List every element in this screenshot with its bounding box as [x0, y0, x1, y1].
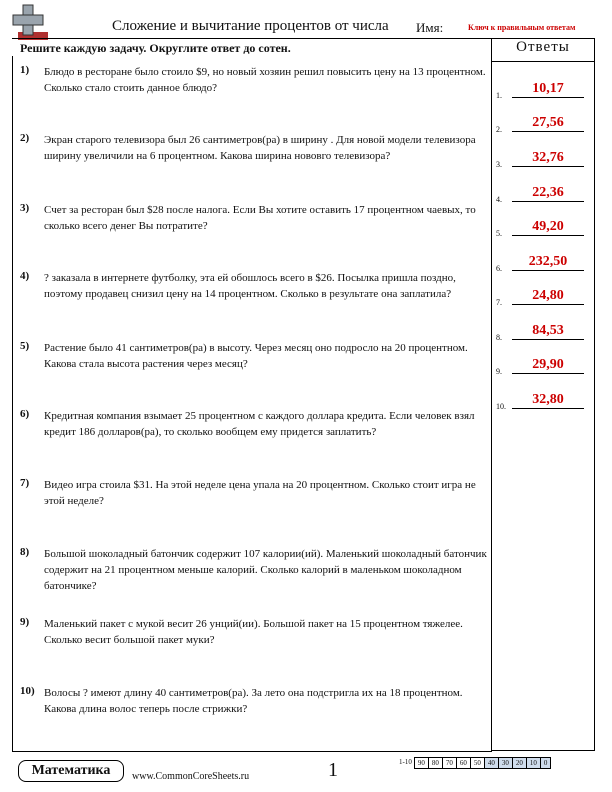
question-number: 8)	[20, 546, 30, 558]
question-text: Волосы ? имеют длину 40 сантиметров(ра). За лето она подстригла их на 18 процентном. Какова длина волос теперь после стрижки?	[44, 687, 463, 715]
question-text: Видео игра стоила $31. На этой неделе цена упала на 20 процентном. Сколько стоит игра не этой неделе?	[44, 479, 476, 507]
answer-value: 49,20	[532, 219, 564, 234]
answer-value: 32,76	[532, 150, 564, 165]
answer-underline	[512, 166, 584, 167]
answer-value: 32,80	[532, 392, 564, 407]
brand-badge: Математика	[18, 760, 124, 782]
answer-number: 6.	[496, 264, 502, 273]
question-number: 10)	[20, 685, 35, 697]
score-cell: 90	[414, 757, 429, 769]
answers-panel	[491, 38, 595, 751]
question-text: Растение было 41 сантиметров(ра) в высоту. Через месяц оно подросло на 20 процентном. Какова стала высота растения через месяц?	[44, 342, 468, 370]
answer-number: 7.	[496, 298, 502, 307]
question-text: Большой шоколадный батончик содержит 107 калории(ий). Маленький шоколадный батончик содержит на 21 процентном меньше калорий. Сколько калорий в маленьком шоколадном батончике?	[44, 548, 487, 592]
answer-number: 10.	[496, 402, 506, 411]
answer-row-5	[492, 210, 594, 240]
question-text: Маленький пакет с мукой весит 26 унций(ии). Большой пакет на 15 процентном тяжелее. Сколько весит большой пакет муки?	[44, 618, 463, 646]
name-label: Имя:	[416, 20, 444, 35]
answer-row-10	[492, 383, 594, 413]
question-number: 2)	[20, 132, 30, 144]
score-cell: 40	[484, 757, 499, 769]
score-cell: 60	[456, 757, 471, 769]
page-number: 1	[328, 759, 338, 781]
answer-row-3	[492, 141, 594, 171]
answer-number: 9.	[496, 367, 502, 376]
question-number: 9)	[20, 616, 30, 628]
question-text: Счет за ресторан был $28 после налога. Если Вы хотите оставить 17 процентном чаевых, то сколько всего денег Вы потратите?	[44, 204, 476, 232]
answer-row-2	[492, 106, 594, 136]
answer-underline	[512, 131, 584, 132]
answers-header: Ответы	[516, 39, 570, 55]
score-cell: 0	[540, 757, 552, 769]
answer-number: 5.	[496, 229, 502, 238]
answer-value: 27,56	[532, 115, 564, 130]
score-cell: 20	[512, 757, 527, 769]
answer-underline	[512, 339, 584, 340]
question-text: Экран старого телевизора был 26 сантиметров(ра) в ширину . Для новой модели телевизора ширину увеличили на 6 процентном. Какова ширина нововго телевизора?	[44, 134, 476, 162]
score-cell: 80	[428, 757, 443, 769]
answer-value: 22,36	[532, 185, 564, 200]
answer-value: 24,80	[532, 288, 564, 303]
score-cell: 30	[498, 757, 513, 769]
answer-value: 232,50	[528, 254, 568, 269]
answer-underline	[512, 373, 584, 374]
question-text: Блюдо в ресторане было стоило $9, но новый хозяин решил повысить цену на 13 процентном. Сколько стало стоить данное блюдо?	[44, 66, 486, 94]
answer-underline	[512, 408, 584, 409]
question-number: 1)	[20, 64, 30, 76]
answer-row-4	[492, 176, 594, 206]
answer-row-7	[492, 279, 594, 309]
score-cell: 70	[442, 757, 457, 769]
answers-header-divider	[492, 61, 594, 62]
score-cell: 50	[470, 757, 485, 769]
score-table	[396, 757, 551, 769]
answer-row-8	[492, 314, 594, 344]
header-divider	[12, 38, 491, 39]
answer-row-1	[492, 72, 594, 102]
answer-value: 84,53	[532, 323, 564, 338]
question-number: 7)	[20, 477, 30, 489]
answer-row-9	[492, 348, 594, 378]
answer-underline	[512, 201, 584, 202]
answer-number: 8.	[496, 333, 502, 342]
answer-number: 4.	[496, 195, 502, 204]
answer-underline	[512, 270, 584, 271]
footer-url: www.CommonCoreSheets.ru	[132, 771, 250, 782]
question-number: 3)	[20, 202, 30, 214]
question-text: Кредитная компания взымает 25 процентном с каждого доллара кредита. Если человек взял кредит 186 долларов(ра), то сколько вообщем ему придется заплатить?	[44, 410, 475, 438]
score-range-label: 1-10	[399, 758, 412, 766]
question-text: ? заказала в интернете футболку, эта ей обошлось всего в $26. Посылка пришла поздно, поэтому продавец снизил цену на 14 процентном. Сколько в результате она заплатила?	[44, 272, 456, 300]
answer-key-label: Ключ к правильным ответам	[468, 23, 576, 32]
answer-number: 3.	[496, 160, 502, 169]
score-cell: 10	[526, 757, 541, 769]
answer-number: 2.	[496, 125, 502, 134]
question-number: 6)	[20, 408, 30, 420]
instructions: Решите каждую задачу. Округлите ответ до сотен.	[20, 41, 291, 55]
answer-underline	[512, 97, 584, 98]
math-logo-icon	[10, 4, 50, 42]
question-number: 4)	[20, 270, 30, 282]
answer-number: 1.	[496, 91, 502, 100]
answer-row-6	[492, 245, 594, 275]
answer-underline	[512, 235, 584, 236]
page-title: Сложение и вычитание процентов от числа	[112, 18, 389, 34]
answer-value: 10,17	[532, 81, 564, 96]
answer-underline	[512, 304, 584, 305]
question-number: 5)	[20, 340, 30, 352]
answer-value: 29,90	[532, 357, 564, 372]
